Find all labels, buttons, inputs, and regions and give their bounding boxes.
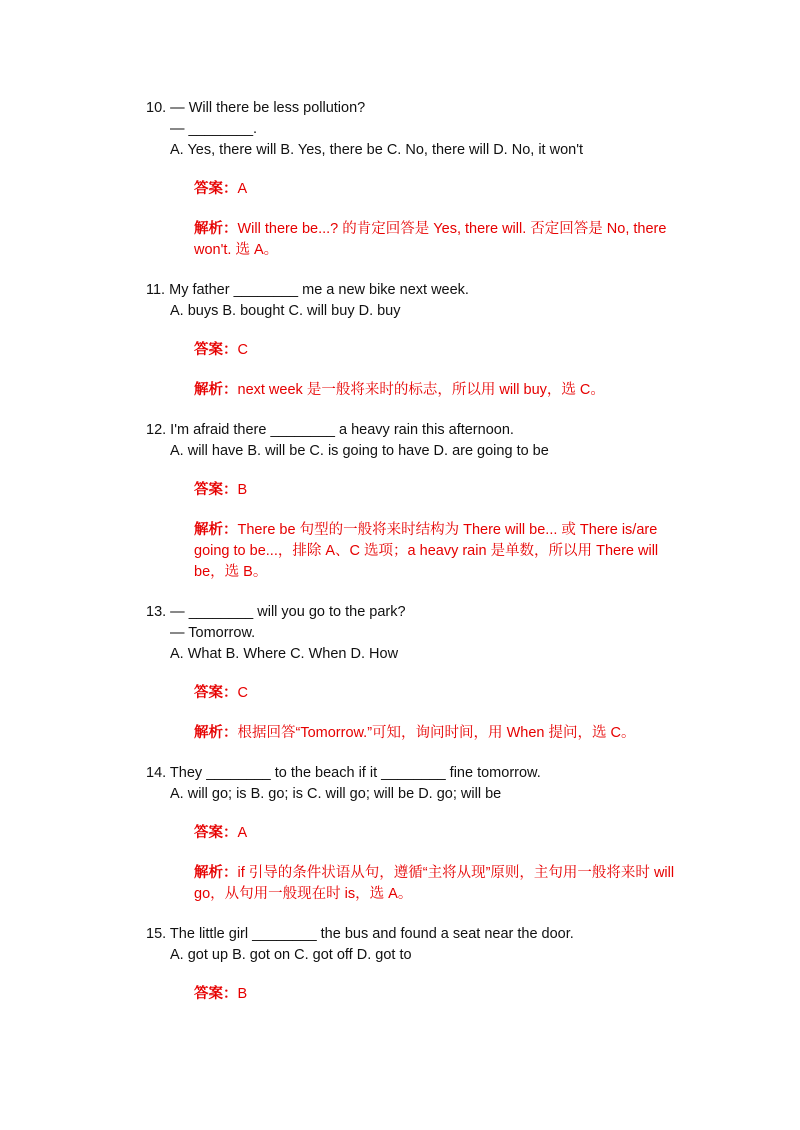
question-10 (146, 98, 706, 261)
analysis-label: 解析： (194, 221, 238, 237)
question-stem: 10. — Will there be less pollution? (146, 100, 366, 116)
answer-value: C (237, 342, 248, 358)
answer-value: B (237, 482, 248, 498)
question-15 (146, 924, 706, 1005)
answer-label: 答案： (194, 181, 238, 197)
question-stem: 11. My father ________ me a new bike next week. (146, 282, 469, 298)
answer-value: A (237, 825, 248, 841)
answer-label: 答案： (194, 342, 238, 358)
analysis-text: There be 句型的一般将来时结构为 There will be... 或 There is/are going to be...，排除 A、C 选项；a heavy rain 是单数，所以用 There will be，选 B。 (194, 522, 659, 580)
question-reply-line: — Tomorrow. (170, 625, 256, 641)
answer-line (194, 340, 706, 361)
answer-value: A (237, 181, 248, 197)
question-options: A. will go; is B. go; is C. will go; will be D. go; will be (170, 786, 502, 802)
analysis-text: next week 是一般将来时的标志，所以用 will buy，选 C。 (237, 382, 605, 398)
analysis-text: 根据回答“Tomorrow.”可知，询问时间，用 When 提问，选 C。 (237, 725, 636, 741)
answer-line (194, 823, 706, 844)
answer-label: 答案： (194, 482, 238, 498)
question-13 (146, 602, 706, 744)
question-stem: 13. — ________ will you go to the park? (146, 604, 406, 620)
question-options: A. What B. Where C. When D. How (170, 646, 399, 662)
analysis-block (194, 219, 684, 261)
question-reply-line: — ________. (170, 121, 258, 137)
question-options: A. buys B. bought C. will buy D. buy (170, 303, 401, 319)
analysis-text: if 引导的条件状语从句，遵循“主将从现”原则，主句用一般将来时 will go，从句用一般现在时 is，选 A。 (194, 865, 675, 902)
answer-value: B (237, 986, 248, 1002)
question-stem: 14. They ________ to the beach if it ________ fine tomorrow. (146, 765, 541, 781)
question-11 (146, 280, 706, 401)
analysis-block (194, 520, 684, 583)
answer-line (194, 683, 706, 704)
analysis-label: 解析： (194, 522, 238, 538)
analysis-label: 解析： (194, 865, 238, 881)
question-options: A. got up B. got on C. got off D. got to (170, 947, 412, 963)
analysis-block (194, 380, 684, 401)
answer-line (194, 480, 706, 501)
question-12 (146, 420, 706, 583)
answer-value: C (237, 685, 248, 701)
question-stem: 12. I'm afraid there ________ a heavy rain this afternoon. (146, 422, 514, 438)
question-14 (146, 763, 706, 905)
answer-label: 答案： (194, 685, 238, 701)
answer-label: 答案： (194, 825, 238, 841)
analysis-label: 解析： (194, 382, 238, 398)
analysis-block (194, 723, 684, 744)
analysis-block (194, 863, 684, 905)
answer-line (194, 179, 706, 200)
analysis-label: 解析： (194, 725, 238, 741)
answer-label: 答案： (194, 986, 238, 1002)
analysis-text: Will there be...? 的肯定回答是 Yes, there will. 否定回答是 No, there won't. 选 A。 (194, 221, 667, 258)
question-stem: 15. The little girl ________ the bus and found a seat near the door. (146, 926, 574, 942)
question-options: A. will have B. will be C. is going to have D. are going to be (170, 443, 549, 459)
question-options: A. Yes, there will B. Yes, there be C. No, there will D. No, it won't (170, 142, 583, 158)
answer-line (194, 984, 706, 1005)
